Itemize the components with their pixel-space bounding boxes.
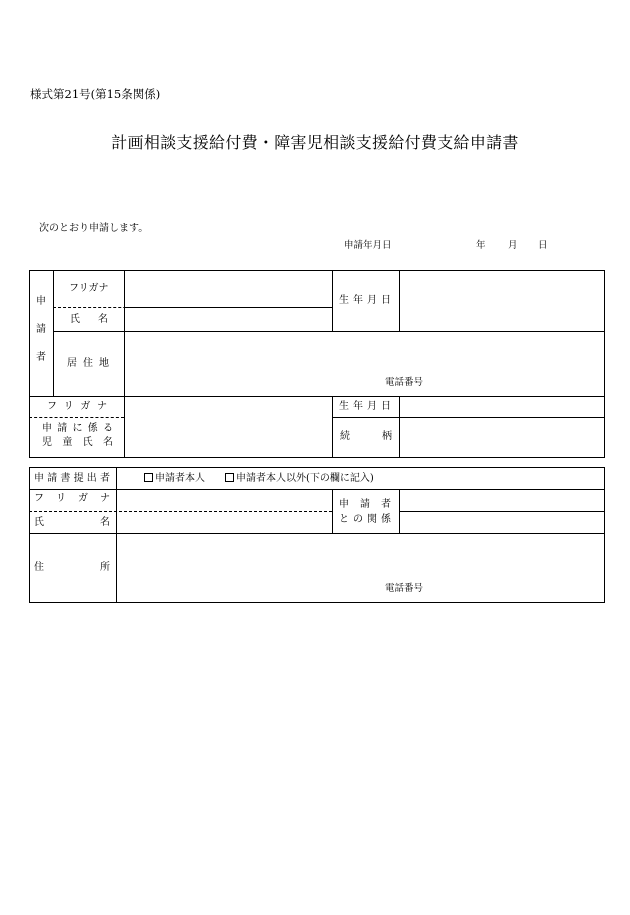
- date-day-label: 日: [538, 240, 548, 251]
- submitter-address-label: 住 所: [34, 562, 110, 573]
- submitter-option-self[interactable]: 申請者本人: [144, 473, 205, 484]
- form-number: 様式第21号(第15条関係): [30, 87, 161, 101]
- table-border: [29, 467, 30, 603]
- applicant-phone-label: 電話番号: [385, 377, 424, 388]
- table-line: [332, 396, 333, 457]
- applicant-residence-field[interactable]: [125, 332, 603, 395]
- submitter-furigana-label: フ リ ガ ナ: [34, 493, 110, 504]
- checkbox-other[interactable]: [225, 473, 234, 482]
- applicant-side-label: 申 請 者: [36, 296, 46, 363]
- child-furigana-label: フ リ ガ ナ: [47, 401, 107, 412]
- date-year-label: 年: [476, 240, 486, 251]
- submitter-address-field[interactable]: [117, 534, 603, 601]
- table-line: [332, 270, 333, 332]
- relationship-label-line2: と の 関 係: [339, 514, 391, 525]
- relationship-label-line1: 申 請 者: [339, 499, 391, 510]
- intro-text: 次のとおり申請します。: [39, 223, 149, 234]
- submitter-option-other[interactable]: 申請者本人以外(下の欄に記入): [225, 473, 374, 484]
- applicant-furigana-field[interactable]: [125, 271, 331, 307]
- applicant-residence-label: 居 住 地: [67, 358, 109, 369]
- child-relationship-field[interactable]: [400, 418, 603, 456]
- table-border: [29, 270, 30, 458]
- applicant-name-field[interactable]: [125, 308, 331, 331]
- submitter-furigana-field[interactable]: [117, 490, 331, 510]
- table-border: [604, 467, 605, 603]
- table-border: [604, 270, 605, 458]
- child-relationship-label: 続 柄: [340, 431, 392, 442]
- table-dash: [29, 417, 124, 418]
- submitter-label: 申 請 書 提 出 者: [34, 473, 110, 484]
- child-name-label-line1: 申 請 に 係 る: [42, 423, 113, 434]
- relationship-field-1[interactable]: [400, 490, 603, 510]
- table-line: [53, 270, 54, 396]
- checkbox-self[interactable]: [144, 473, 153, 482]
- applicant-furigana-label: フリガナ: [69, 283, 109, 294]
- child-name-field[interactable]: [125, 397, 331, 456]
- submitter-name-field[interactable]: [117, 512, 331, 532]
- applicant-dob-label: 生 年 月 日: [339, 295, 391, 306]
- submitter-name-label: 氏 名: [34, 517, 110, 528]
- page-title: 計画相談支援給付費・障害児相談支援給付費支給申請書: [111, 133, 519, 152]
- applicant-name-label: 氏 名: [70, 314, 108, 325]
- date-month-label: 月: [508, 240, 518, 251]
- child-dob-label: 生 年 月 日: [339, 401, 391, 412]
- child-name-label-line2: 児 童 氏 名: [42, 437, 113, 448]
- application-date-label: 申請年月日: [344, 240, 392, 251]
- table-line: [332, 489, 333, 533]
- applicant-dob-field[interactable]: [400, 271, 603, 331]
- child-dob-field[interactable]: [400, 397, 603, 417]
- submitter-phone-label: 電話番号: [385, 583, 424, 594]
- table-border: [29, 457, 604, 458]
- relationship-field-2[interactable]: [400, 512, 603, 532]
